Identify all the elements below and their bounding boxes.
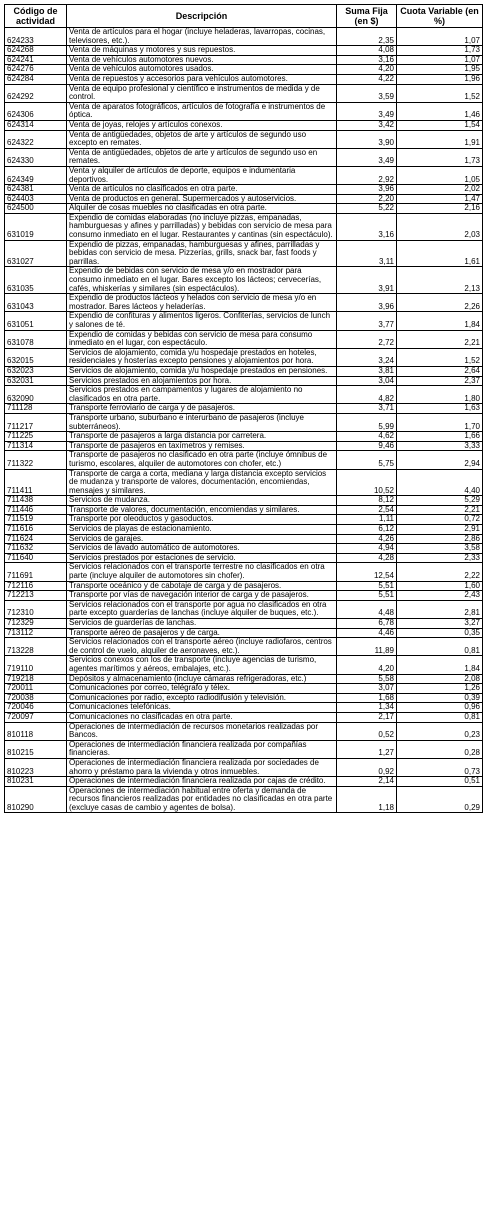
table-row — [5, 102, 483, 120]
table-row — [5, 638, 483, 656]
fixed-sum-value: 4,62 — [337, 432, 397, 442]
variable-fee-value: 1,91 — [397, 130, 483, 148]
activity-description: Expendio de pizzas, empanadas, hamburguesas y afines, parrilladas y bebidas con servicio de mesa. Pizzerías, grills, snack bar, fast foods y parrillas. — [67, 240, 337, 267]
table-row — [5, 515, 483, 525]
table-row — [5, 348, 483, 366]
fixed-sum-value: 2,72 — [337, 330, 397, 348]
activity-description: Transporte por oleoductos y gasoductos. — [67, 515, 337, 525]
variable-fee-value: 2,81 — [397, 600, 483, 618]
fixed-sum-value: 2,20 — [337, 194, 397, 204]
fixed-sum-value: 2,17 — [337, 712, 397, 722]
activity-code: 711225 — [5, 432, 67, 442]
activity-code: 624306 — [5, 102, 67, 120]
activity-code: 624241 — [5, 55, 67, 65]
table-row — [5, 376, 483, 386]
variable-fee-value: 0,81 — [397, 638, 483, 656]
header-variable-fee: Cuota Variable (en %) — [397, 5, 483, 28]
variable-fee-value: 1,63 — [397, 404, 483, 414]
activity-description: Operaciones de intermediación de recursos monetarios realizadas por Bancos. — [67, 722, 337, 740]
variable-fee-value: 0,51 — [397, 777, 483, 787]
table-row — [5, 469, 483, 496]
variable-fee-value: 1,60 — [397, 581, 483, 591]
activity-code: 810290 — [5, 786, 67, 813]
activity-description: Transporte ferroviario de carga y de pasajeros. — [67, 404, 337, 414]
table-row — [5, 130, 483, 148]
fixed-sum-value: 1,27 — [337, 740, 397, 758]
activity-description: Servicios prestados en campamentos y lugares de alojamiento no clasificados en otra parte. — [67, 386, 337, 404]
activity-code: 624314 — [5, 120, 67, 130]
activity-description: Servicios prestados por estaciones de servicio. — [67, 553, 337, 563]
activity-code: 713228 — [5, 638, 67, 656]
table-row — [5, 194, 483, 204]
activity-code: 720046 — [5, 703, 67, 713]
table-row — [5, 65, 483, 75]
activity-code: 711691 — [5, 563, 67, 581]
fixed-sum-value: 3,81 — [337, 366, 397, 376]
table-row — [5, 441, 483, 451]
table-row — [5, 366, 483, 376]
activity-code: 711314 — [5, 441, 67, 451]
table-row — [5, 294, 483, 312]
activity-description: Servicios de garajes. — [67, 534, 337, 544]
fixed-sum-value: 3,16 — [337, 55, 397, 65]
activity-description: Venta y alquiler de artículos de deporte, equipos e indumentaria deportivos. — [67, 166, 337, 184]
activity-description: Expendio de confituras y alimentos ligeros. Confiterías, servicios de lunch y salones de té. — [67, 312, 337, 330]
variable-fee-value: 1,73 — [397, 148, 483, 166]
variable-fee-value: 2,02 — [397, 185, 483, 195]
activity-description: Transporte de pasajeros a larga distancia por carretera. — [67, 432, 337, 442]
fixed-sum-value: 3,96 — [337, 185, 397, 195]
activity-code: 631051 — [5, 312, 67, 330]
fixed-sum-value: 3,71 — [337, 404, 397, 414]
activity-description: Transporte de carga a corta, mediana y larga distancia excepto servicios de mudanza y transporte de valores, documentación, encomiendas, mensajes y similares. — [67, 469, 337, 496]
activity-description: Expendio de comidas y bebidas con servicio de mesa para consumo inmediato en el lugar, con espectáculo. — [67, 330, 337, 348]
table-row — [5, 148, 483, 166]
table-row — [5, 553, 483, 563]
activity-code: 711438 — [5, 496, 67, 506]
table-row — [5, 722, 483, 740]
activity-description: Servicios relacionados con el transporte aéreo (incluye radiofaros, centros de control de vuelo, alquiler de aeronaves, etc.). — [67, 638, 337, 656]
fixed-sum-value: 12,54 — [337, 563, 397, 581]
table-row — [5, 166, 483, 184]
table-row — [5, 46, 483, 56]
activity-description: Comunicaciones telefónicas. — [67, 703, 337, 713]
variable-fee-value: 1,54 — [397, 120, 483, 130]
activity-code: 624233 — [5, 28, 67, 46]
fixed-sum-value: 2,92 — [337, 166, 397, 184]
fixed-sum-value: 3,59 — [337, 84, 397, 102]
variable-fee-value: 1,84 — [397, 656, 483, 674]
variable-fee-value: 1,46 — [397, 102, 483, 120]
activity-description: Venta de aparatos fotográficos, artículos de fotografía e instrumentos de óptica. — [67, 102, 337, 120]
fixed-sum-value: 11,89 — [337, 638, 397, 656]
fixed-sum-value: 5,58 — [337, 674, 397, 684]
variable-fee-value: 2,94 — [397, 451, 483, 469]
table-row — [5, 267, 483, 294]
fixed-sum-value: 4,82 — [337, 386, 397, 404]
header-fixed-sum: Suma Fija (en $) — [337, 5, 397, 28]
variable-fee-value: 2,64 — [397, 366, 483, 376]
table-row — [5, 28, 483, 46]
table-row — [5, 330, 483, 348]
activity-code: 624276 — [5, 65, 67, 75]
fixed-sum-value: 4,94 — [337, 544, 397, 554]
activity-code: 810231 — [5, 777, 67, 787]
variable-fee-value: 2,91 — [397, 525, 483, 535]
activity-description: Servicios de lavado automático de automotores. — [67, 544, 337, 554]
fixed-sum-value: 1,68 — [337, 693, 397, 703]
activity-description: Servicios de alojamiento, comida y/u hospedaje prestados en pensiones. — [67, 366, 337, 376]
fixed-sum-value: 3,77 — [337, 312, 397, 330]
activity-code: 631019 — [5, 213, 67, 240]
table-row — [5, 581, 483, 591]
fixed-sum-value: 5,51 — [337, 591, 397, 601]
activity-code: 720097 — [5, 712, 67, 722]
variable-fee-value: 4,40 — [397, 469, 483, 496]
activity-code: 632023 — [5, 366, 67, 376]
activity-description: Servicios de guarderías de lanchas. — [67, 619, 337, 629]
table-row — [5, 432, 483, 442]
activity-code: 711322 — [5, 451, 67, 469]
fixed-sum-value: 8,12 — [337, 496, 397, 506]
variable-fee-value: 1,52 — [397, 84, 483, 102]
fixed-sum-value: 2,54 — [337, 505, 397, 515]
table-header-row — [5, 5, 483, 28]
fixed-sum-value: 3,04 — [337, 376, 397, 386]
table-row — [5, 758, 483, 776]
variable-fee-value: 1,26 — [397, 684, 483, 694]
activity-rates-table — [4, 4, 483, 813]
activity-description: Transporte aéreo de pasajeros y de carga. — [67, 628, 337, 638]
fixed-sum-value: 5,99 — [337, 413, 397, 431]
table-row — [5, 674, 483, 684]
variable-fee-value: 0,29 — [397, 786, 483, 813]
variable-fee-value: 1,52 — [397, 348, 483, 366]
activity-code: 711217 — [5, 413, 67, 431]
variable-fee-value: 0,72 — [397, 515, 483, 525]
table-row — [5, 185, 483, 195]
variable-fee-value: 3,27 — [397, 619, 483, 629]
activity-description: Operaciones de intermediación financiera realizada por sociedades de ahorro y préstamo para la vivienda y otros inmuebles. — [67, 758, 337, 776]
fixed-sum-value: 3,96 — [337, 294, 397, 312]
activity-description: Expendio de bebidas con servicio de mesa y/o en mostrador para consumo inmediato en el lugar. Bares excepto los lácteos; cervecerías, cafés, whiskerías y similares (sin espectáculos). — [67, 267, 337, 294]
fixed-sum-value: 4,20 — [337, 65, 397, 75]
variable-fee-value: 1,96 — [397, 74, 483, 84]
activity-code: 631043 — [5, 294, 67, 312]
activity-code: 624330 — [5, 148, 67, 166]
activity-description: Transporte de pasajeros no clasificado en otra parte (incluye ómnibus de turismo, escolares, alquiler de automotores con chofer, etc.) — [67, 451, 337, 469]
fixed-sum-value: 3,42 — [337, 120, 397, 130]
variable-fee-value: 3,58 — [397, 544, 483, 554]
fixed-sum-value: 5,75 — [337, 451, 397, 469]
table-row — [5, 693, 483, 703]
table-body — [5, 28, 483, 813]
activity-description: Venta de vehículos automotores usados. — [67, 65, 337, 75]
table-row — [5, 740, 483, 758]
activity-description: Expendio de productos lácteos y helados con servicio de mesa y/o en mostrador. Bares lácteos y heladerías. — [67, 294, 337, 312]
activity-description: Venta de artículos no clasificados en otra parte. — [67, 185, 337, 195]
variable-fee-value: 0,81 — [397, 712, 483, 722]
fixed-sum-value: 3,11 — [337, 240, 397, 267]
fixed-sum-value: 6,12 — [337, 525, 397, 535]
table-row — [5, 204, 483, 214]
activity-code: 711128 — [5, 404, 67, 414]
activity-description: Venta de antigüedades, objetos de arte y artículos de segundo uso en remates. — [67, 148, 337, 166]
variable-fee-value: 2,22 — [397, 563, 483, 581]
table-row — [5, 628, 483, 638]
table-row — [5, 786, 483, 813]
variable-fee-value: 1,05 — [397, 166, 483, 184]
activity-description: Venta de repuestos y accesorios para vehículos automotores. — [67, 74, 337, 84]
variable-fee-value: 2,33 — [397, 553, 483, 563]
activity-code: 631027 — [5, 240, 67, 267]
table-row — [5, 451, 483, 469]
variable-fee-value: 0,73 — [397, 758, 483, 776]
activity-code: 624284 — [5, 74, 67, 84]
table-row — [5, 413, 483, 431]
variable-fee-value: 2,08 — [397, 674, 483, 684]
header-code: Código de actividad — [5, 5, 67, 28]
variable-fee-value: 2,37 — [397, 376, 483, 386]
fixed-sum-value: 2,14 — [337, 777, 397, 787]
activity-code: 720011 — [5, 684, 67, 694]
variable-fee-value: 0,39 — [397, 693, 483, 703]
fixed-sum-value: 10,52 — [337, 469, 397, 496]
activity-description: Operaciones de intermediación financiera realizada por compañías financieras. — [67, 740, 337, 758]
table-row — [5, 496, 483, 506]
variable-fee-value: 1,07 — [397, 28, 483, 46]
variable-fee-value: 2,86 — [397, 534, 483, 544]
activity-code: 720038 — [5, 693, 67, 703]
fixed-sum-value: 4,46 — [337, 628, 397, 638]
fixed-sum-value: 4,26 — [337, 534, 397, 544]
activity-code: 810223 — [5, 758, 67, 776]
variable-fee-value: 0,23 — [397, 722, 483, 740]
variable-fee-value: 1,70 — [397, 413, 483, 431]
header-description: Descripción — [67, 5, 337, 28]
variable-fee-value: 1,95 — [397, 65, 483, 75]
fixed-sum-value: 3,16 — [337, 213, 397, 240]
table-row — [5, 684, 483, 694]
activity-description: Depósitos y almacenamiento (incluye cámaras refrigeradoras, etc.) — [67, 674, 337, 684]
activity-code: 711411 — [5, 469, 67, 496]
variable-fee-value: 1,80 — [397, 386, 483, 404]
fixed-sum-value: 4,20 — [337, 656, 397, 674]
fixed-sum-value: 1,34 — [337, 703, 397, 713]
activity-description: Comunicaciones por correo, telégrafo y télex. — [67, 684, 337, 694]
activity-code: 632015 — [5, 348, 67, 366]
activity-code: 712310 — [5, 600, 67, 618]
activity-code: 712329 — [5, 619, 67, 629]
activity-description: Venta de máquinas y motores y sus repuestos. — [67, 46, 337, 56]
table-row — [5, 505, 483, 515]
table-row — [5, 712, 483, 722]
activity-code: 624381 — [5, 185, 67, 195]
variable-fee-value: 2,43 — [397, 591, 483, 601]
fixed-sum-value: 4,08 — [337, 46, 397, 56]
activity-description: Comunicaciones no clasificadas en otra parte. — [67, 712, 337, 722]
table-row — [5, 777, 483, 787]
table-row — [5, 544, 483, 554]
activity-code: 713112 — [5, 628, 67, 638]
activity-description: Operaciones de intermediación habitual entre oferta y demanda de recursos financieros realizadas por entidades no clasificadas en otra parte (excluye casas de cambio y agentes de bolsa). — [67, 786, 337, 813]
activity-description: Transporte de valores, documentación, encomiendas y similares. — [67, 505, 337, 515]
fixed-sum-value: 1,11 — [337, 515, 397, 525]
fixed-sum-value: 4,28 — [337, 553, 397, 563]
activity-code: 810215 — [5, 740, 67, 758]
fixed-sum-value: 0,52 — [337, 722, 397, 740]
fixed-sum-value: 0,92 — [337, 758, 397, 776]
activity-description: Venta de productos en general. Supermercados y autoservicios. — [67, 194, 337, 204]
fixed-sum-value: 5,51 — [337, 581, 397, 591]
fixed-sum-value: 6,78 — [337, 619, 397, 629]
table-row — [5, 120, 483, 130]
activity-code: 711632 — [5, 544, 67, 554]
activity-description: Venta de equipo profesional y científico e instrumentos de medida y de control. — [67, 84, 337, 102]
activity-code: 624292 — [5, 84, 67, 102]
activity-code: 631035 — [5, 267, 67, 294]
fixed-sum-value: 3,91 — [337, 267, 397, 294]
activity-description: Servicios de playas de estacionamiento. — [67, 525, 337, 535]
activity-code: 711519 — [5, 515, 67, 525]
activity-code: 624349 — [5, 166, 67, 184]
table-row — [5, 656, 483, 674]
activity-description: Venta de joyas, relojes y artículos conexos. — [67, 120, 337, 130]
fixed-sum-value: 2,35 — [337, 28, 397, 46]
variable-fee-value: 1,47 — [397, 194, 483, 204]
variable-fee-value: 2,21 — [397, 505, 483, 515]
activity-description: Servicios prestados en alojamientos por hora. — [67, 376, 337, 386]
activity-code: 624268 — [5, 46, 67, 56]
activity-description: Servicios de mudanza. — [67, 496, 337, 506]
table-row — [5, 600, 483, 618]
fixed-sum-value: 3,49 — [337, 148, 397, 166]
activity-code: 631078 — [5, 330, 67, 348]
activity-description: Transporte por vías de navegación interior de carga y de pasajeros. — [67, 591, 337, 601]
activity-description: Transporte de pasajeros en taxímetros y remises. — [67, 441, 337, 451]
fixed-sum-value: 9,46 — [337, 441, 397, 451]
variable-fee-value: 1,07 — [397, 55, 483, 65]
activity-description: Venta de antigüedades, objetos de arte y artículos de segundo uso excepto en remates. — [67, 130, 337, 148]
variable-fee-value: 0,96 — [397, 703, 483, 713]
activity-code: 632031 — [5, 376, 67, 386]
activity-code: 624500 — [5, 204, 67, 214]
fixed-sum-value: 1,18 — [337, 786, 397, 813]
fixed-sum-value: 3,90 — [337, 130, 397, 148]
activity-description: Servicios de alojamiento, comida y/u hospedaje prestados en hoteles, residenciales y hosterías excepto pensiones y alojamientos por hora. — [67, 348, 337, 366]
activity-code: 711640 — [5, 553, 67, 563]
table-row — [5, 563, 483, 581]
table-row — [5, 55, 483, 65]
table-row — [5, 84, 483, 102]
variable-fee-value: 1,66 — [397, 432, 483, 442]
table-row — [5, 386, 483, 404]
table-row — [5, 213, 483, 240]
activity-description: Servicios relacionados con el transporte terrestre no clasificados en otra parte (incluye alquiler de automotores sin chofer). — [67, 563, 337, 581]
activity-description: Servicios relacionados con el transporte por agua no clasificados en otra parte excepto guarderías de lanchas (incluye alquiler de buques, etc.). — [67, 600, 337, 618]
activity-code: 711624 — [5, 534, 67, 544]
table-row — [5, 591, 483, 601]
variable-fee-value: 2,21 — [397, 330, 483, 348]
activity-code: 711446 — [5, 505, 67, 515]
fixed-sum-value: 5,22 — [337, 204, 397, 214]
table-row — [5, 240, 483, 267]
variable-fee-value: 1,84 — [397, 312, 483, 330]
activity-code: 712213 — [5, 591, 67, 601]
activity-description: Alquiler de cosas muebles no clasificadas en otra parte. — [67, 204, 337, 214]
activity-description: Servicios conexos con los de transporte (incluye agencias de turismo, agentes marítimos y aéreos, embalajes, etc.). — [67, 656, 337, 674]
activity-code: 810118 — [5, 722, 67, 740]
variable-fee-value: 0,35 — [397, 628, 483, 638]
fixed-sum-value: 3,24 — [337, 348, 397, 366]
variable-fee-value: 5,29 — [397, 496, 483, 506]
variable-fee-value: 0,28 — [397, 740, 483, 758]
fixed-sum-value: 4,48 — [337, 600, 397, 618]
variable-fee-value: 2,26 — [397, 294, 483, 312]
activity-code: 719218 — [5, 674, 67, 684]
fixed-sum-value: 3,49 — [337, 102, 397, 120]
variable-fee-value: 2,13 — [397, 267, 483, 294]
activity-description: Comunicaciones por radio, excepto radiodifusión y televisión. — [67, 693, 337, 703]
activity-description: Venta de artículos para el hogar (incluye heladeras, lavarropas, cocinas, televisores, etc.). — [67, 28, 337, 46]
table-row — [5, 703, 483, 713]
activity-code: 624322 — [5, 130, 67, 148]
activity-description: Operaciones de intermediación financiera realizada por cajas de crédito. — [67, 777, 337, 787]
variable-fee-value: 2,03 — [397, 213, 483, 240]
table-row — [5, 534, 483, 544]
table-row — [5, 404, 483, 414]
activity-code: 719110 — [5, 656, 67, 674]
activity-code: 711616 — [5, 525, 67, 535]
activity-description: Transporte oceánico y de cabotaje de carga y de pasajeros. — [67, 581, 337, 591]
table-row — [5, 619, 483, 629]
table-row — [5, 525, 483, 535]
activity-description: Expendio de comidas elaboradas (no incluye pizzas, empanadas, hamburguesas y afines y parrilladas) y bebidas con servicio de mesa para consumo inmediato en el lugar. Restaurantes y cantinas (sin espectáculo). — [67, 213, 337, 240]
activity-code: 624403 — [5, 194, 67, 204]
activity-code: 632090 — [5, 386, 67, 404]
table-row — [5, 312, 483, 330]
activity-description: Transporte urbano, suburbano e interurbano de pasajeros (incluye subterráneos). — [67, 413, 337, 431]
activity-description: Venta de vehículos automotores nuevos. — [67, 55, 337, 65]
fixed-sum-value: 3,07 — [337, 684, 397, 694]
variable-fee-value: 3,33 — [397, 441, 483, 451]
variable-fee-value: 1,61 — [397, 240, 483, 267]
variable-fee-value: 2,16 — [397, 204, 483, 214]
table-row — [5, 74, 483, 84]
fixed-sum-value: 4,22 — [337, 74, 397, 84]
variable-fee-value: 1,73 — [397, 46, 483, 56]
activity-code: 712116 — [5, 581, 67, 591]
